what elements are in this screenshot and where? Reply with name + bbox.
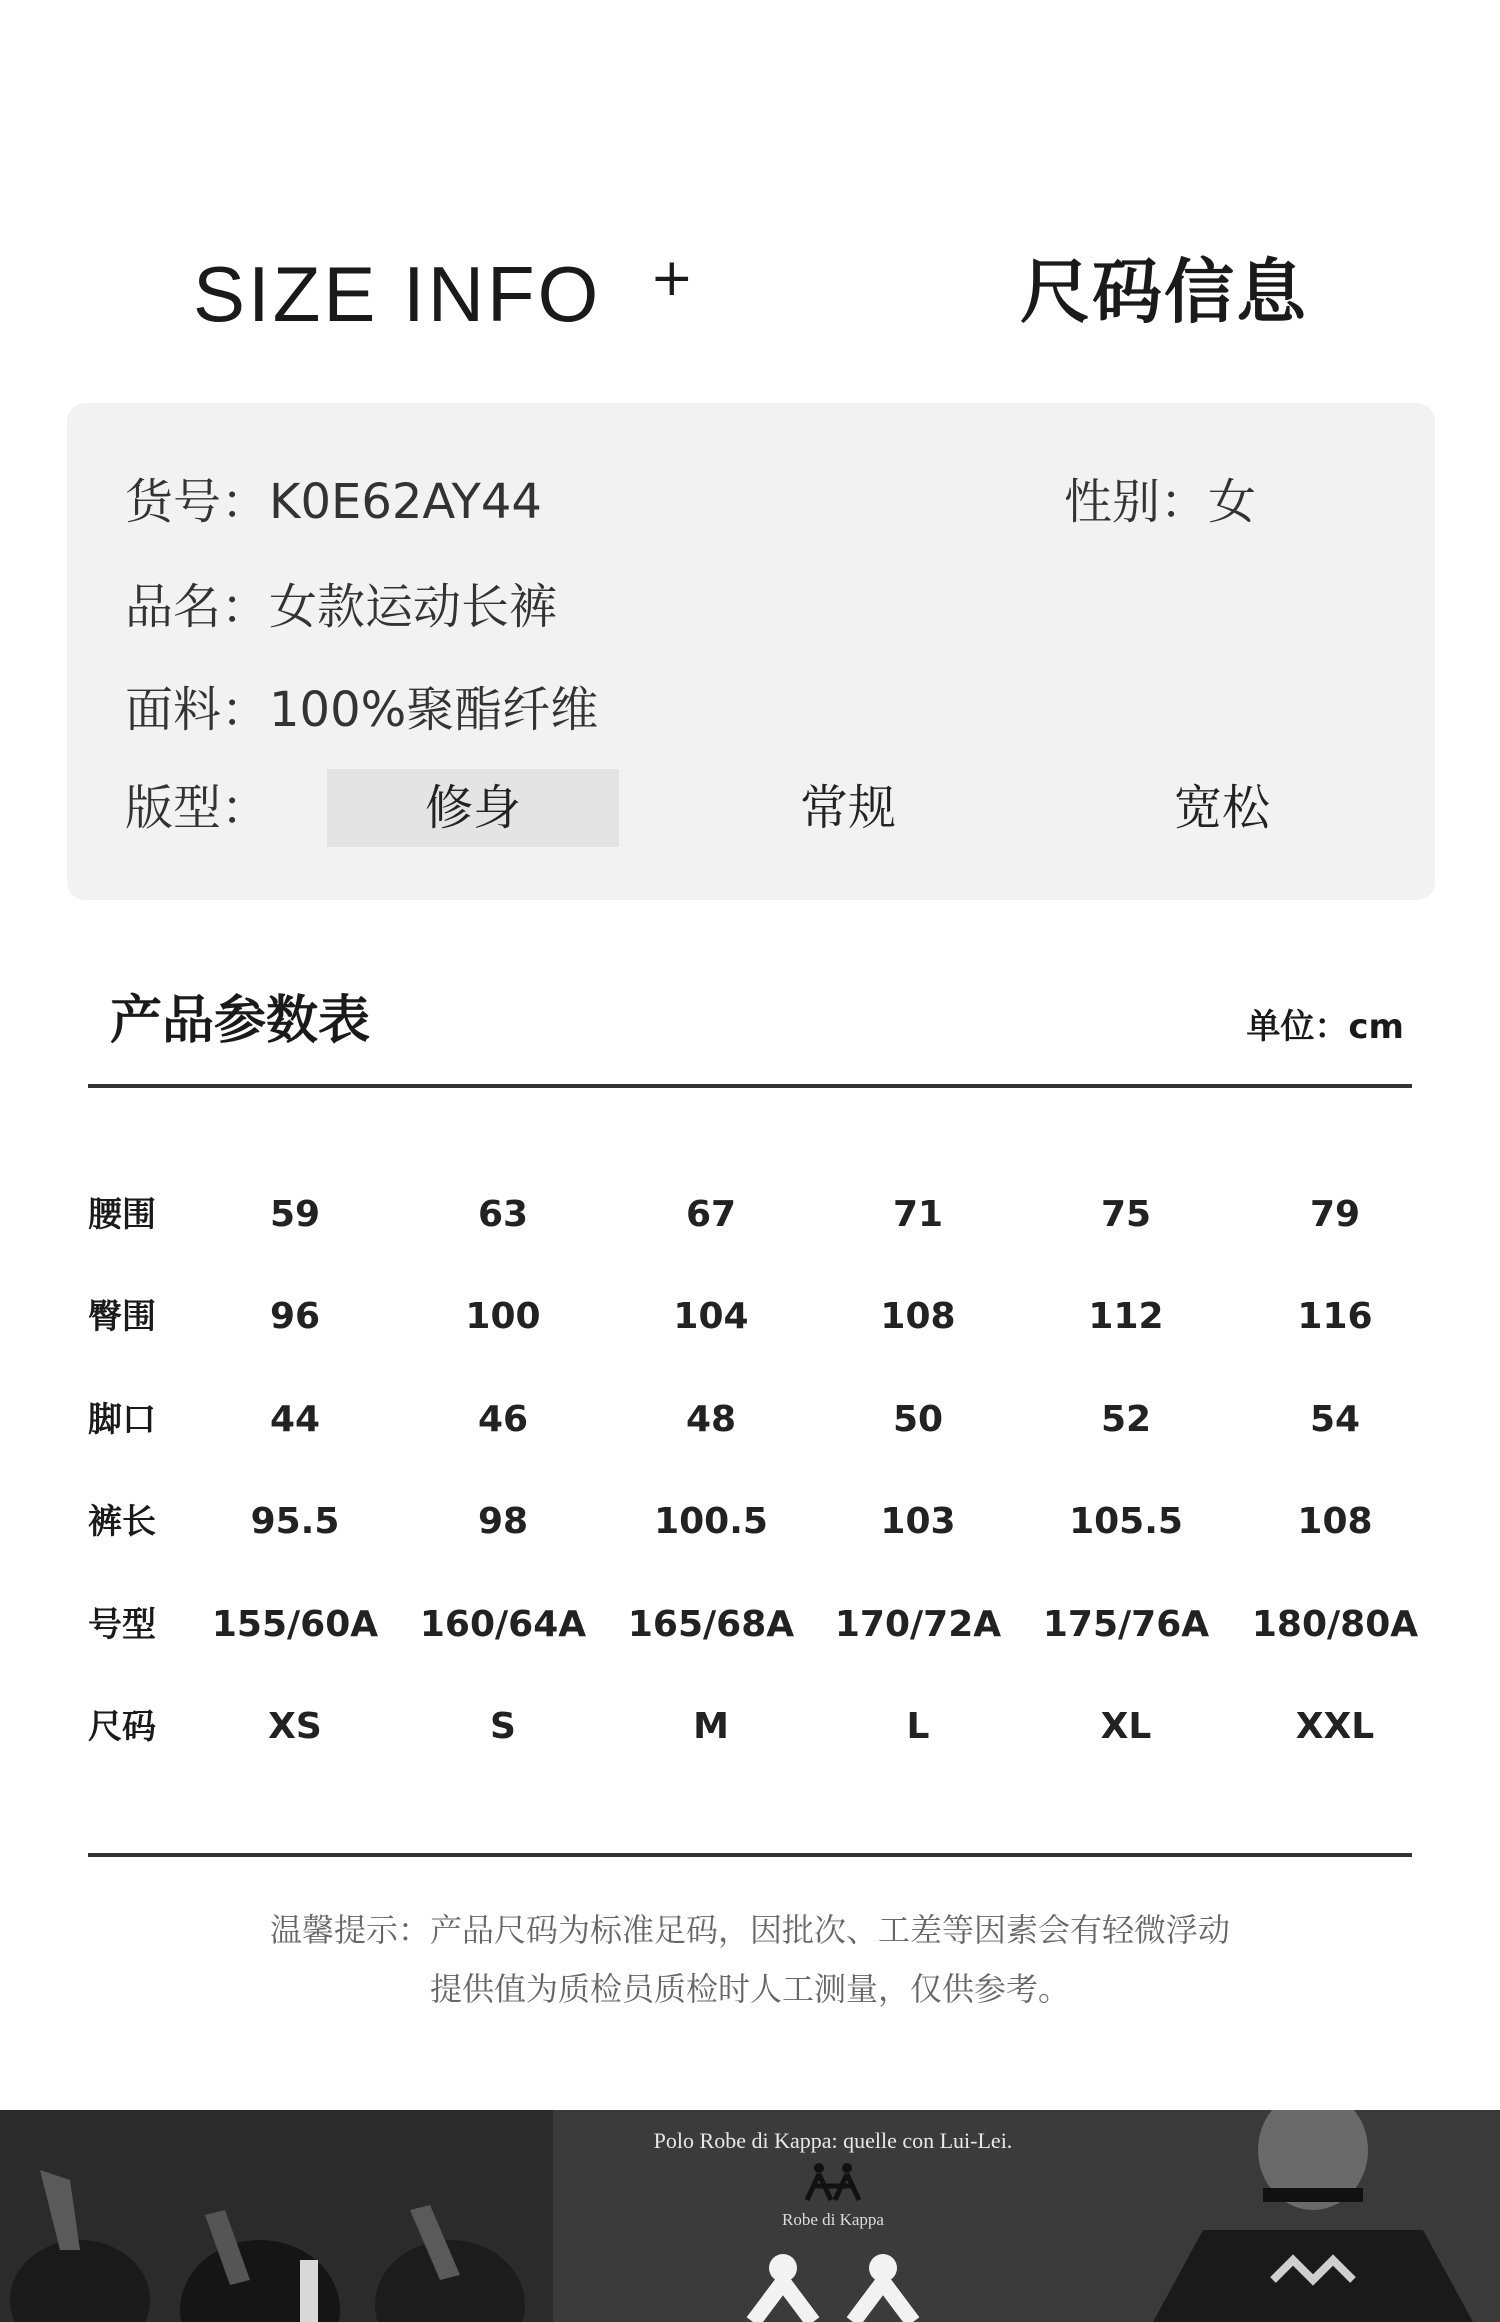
model-silhouette-icon (1113, 2110, 1500, 2322)
table-cell: 63 (477, 1194, 529, 1235)
stadium-fans-photo (0, 2110, 553, 2322)
table-cell: 79 (1309, 1194, 1361, 1235)
row-label: 臀围 (88, 1297, 156, 1338)
table-cell: 96 (269, 1296, 321, 1338)
table-cell: 155/60A (211, 1603, 379, 1645)
table-cell: 50 (892, 1398, 944, 1440)
row-label: 号型 (88, 1604, 156, 1645)
table-cell: 75 (1100, 1194, 1152, 1235)
notice-line-2: 提供值为质检员质检时人工测量，仅供参考。 (429, 1970, 1070, 2008)
table-cell: M (693, 1705, 729, 1747)
table-cell: XS (268, 1705, 322, 1747)
table-row (0, 1282, 1500, 1384)
table-cell: 175/76A (1042, 1603, 1210, 1645)
size-info-cn-title: 尺码信息 (1020, 251, 1308, 333)
table-cell: XL (1100, 1705, 1152, 1747)
photo-strip (0, 2110, 1500, 2322)
table-cell: XXL (1295, 1705, 1375, 1747)
row-label: 裤长 (88, 1502, 156, 1543)
bottom-divider (88, 1853, 1412, 1857)
row-label: 脚口 (88, 1399, 156, 1440)
size-info-title: SIZE INFO (193, 250, 602, 338)
fabric: 面料：100%聚酯纤维 (125, 682, 599, 738)
table-cell: 59 (269, 1194, 321, 1235)
size-table (0, 1180, 1500, 1794)
poster-caption: Polo Robe di Kappa: quelle con Lui-Lei. (653, 2128, 1013, 2153)
fit-option-regular: 常规 (799, 780, 896, 836)
table-cell: 67 (685, 1194, 737, 1235)
header (0, 0, 1500, 400)
kappa-logo-icon (793, 2160, 873, 2210)
product-name: 品名：女款运动长裤 (125, 579, 558, 635)
table-cell: 103 (880, 1501, 956, 1543)
table-row (0, 1590, 1500, 1692)
table-cell: 105.5 (1069, 1501, 1183, 1543)
table-row (0, 1385, 1500, 1487)
table-cell: 116 (1297, 1296, 1373, 1338)
model-photo (1113, 2110, 1500, 2322)
plus-icon: + (650, 248, 694, 308)
top-divider (88, 1084, 1412, 1088)
gender: 性别：女 (1064, 474, 1257, 530)
table-cell: 48 (685, 1398, 737, 1440)
table-cell: 112 (1088, 1296, 1164, 1338)
table-cell: 108 (880, 1296, 956, 1338)
table-row (0, 1180, 1500, 1282)
table-row (0, 1692, 1500, 1794)
table-cell: 44 (269, 1398, 321, 1440)
table-cell: 165/68A (627, 1603, 795, 1645)
table-cell: 170/72A (834, 1603, 1002, 1645)
table-cell: 100.5 (654, 1501, 768, 1543)
item-number: 货号：K0E62AY44 (125, 474, 542, 530)
table-cell: 100 (465, 1296, 541, 1338)
table-cell: 98 (477, 1501, 529, 1543)
table-cell: 160/64A (419, 1603, 587, 1645)
kappa-figures-icon (653, 2250, 1013, 2322)
table-cell: 54 (1309, 1398, 1361, 1440)
brand-text: Robe di Kappa (782, 2210, 884, 2229)
table-cell: 71 (892, 1194, 944, 1235)
table-cell: L (906, 1705, 930, 1747)
fit-label: 版型： (125, 780, 270, 836)
table-cell: 108 (1297, 1501, 1373, 1543)
row-label: 尺码 (88, 1706, 156, 1747)
fit-option-slim: 修身 (327, 769, 619, 847)
table-cell: 104 (673, 1296, 749, 1338)
table-cell: S (490, 1705, 516, 1747)
table-row (0, 1487, 1500, 1589)
row-label: 腰围 (88, 1195, 156, 1235)
table-cell: 52 (1100, 1398, 1152, 1440)
notice-line-1: 温馨提示：产品尺码为标准足码，因批次、工差等因素会有轻微浮动 (269, 1911, 1230, 1949)
fit-option-loose: 宽松 (1173, 780, 1270, 836)
table-cell: 46 (477, 1398, 529, 1440)
table-title: 产品参数表 (110, 991, 371, 1051)
table-cell: 180/80A (1251, 1603, 1419, 1645)
unit-label: 单位：cm (1246, 1007, 1404, 1047)
kappa-poster-photo (553, 2110, 1113, 2322)
table-cell: 95.5 (250, 1501, 340, 1543)
fans-silhouette-icon (0, 2110, 553, 2322)
